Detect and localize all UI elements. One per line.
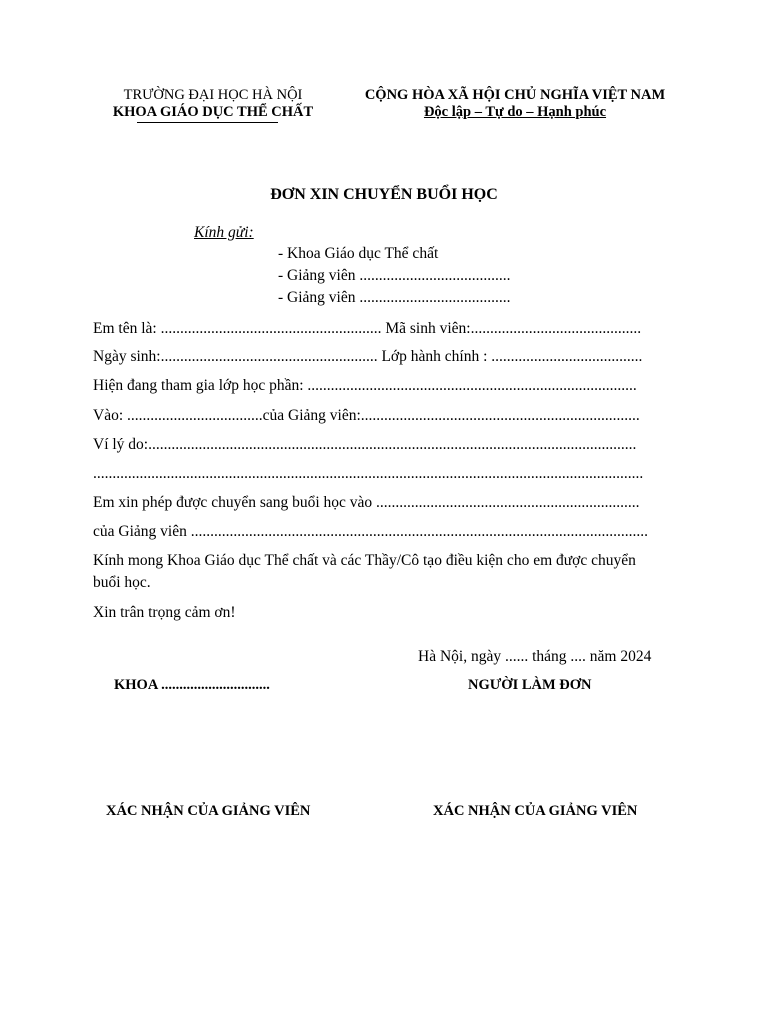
university-name: TRƯỜNG ĐẠI HỌC HÀ NỘI bbox=[123, 87, 303, 103]
field-transfer: Em xin phép được chuyển sang buổi học vào .................................................................... bbox=[93, 494, 640, 511]
national-motto: Độc lập – Tự do – Hạnh phúc bbox=[423, 104, 607, 120]
university-header bbox=[98, 87, 328, 121]
field-dob: Ngày sinh:........................................................ Lớp hành chính : ....................................... bbox=[93, 348, 643, 365]
recipient-item: - Giảng viên ....................................... bbox=[278, 267, 511, 284]
date-line: Hà Nội, ngày ...... tháng .... năm 2024 bbox=[418, 648, 652, 665]
document-title: ĐƠN XIN CHUYỂN BUỔI HỌC bbox=[270, 186, 498, 203]
recipient-item: - Khoa Giáo dục Thể chất bbox=[278, 245, 439, 262]
field-reason-continued: .............................................................................................................................................. bbox=[93, 465, 644, 482]
thanks-text: Xin trân trọng cảm ơn! bbox=[93, 604, 236, 621]
field-course: Hiện đang tham gia lớp học phần: ..................................................................................... bbox=[93, 377, 637, 394]
faculty-signature-label: KHOA .............................. bbox=[114, 677, 270, 693]
national-header bbox=[345, 87, 685, 121]
field-name: Em tên là: ......................................................... Mã sinh viên:............................................ bbox=[93, 320, 642, 337]
faculty-name: KHOA GIÁO DỤC THỂ CHẤT bbox=[112, 104, 314, 120]
lecturer-confirm-left: XÁC NHẬN CỦA GIẢNG VIÊN bbox=[106, 803, 311, 819]
request-text: Kính mong Khoa Giáo dục Thể chất và các Thầy/Cô tạo điều kiện cho em được chuyển bbox=[93, 552, 636, 569]
field-reason: Ví lý do:.............................................................................................................................. bbox=[93, 436, 637, 453]
applicant-signature-label: NGƯỜI LÀM ĐƠN bbox=[468, 677, 592, 693]
recipient-item: - Giảng viên ....................................... bbox=[278, 289, 511, 306]
header-divider bbox=[137, 122, 278, 123]
field-schedule: Vào: ...................................của Giảng viên:........................................................................ bbox=[93, 407, 640, 424]
lecturer-confirm-right: XÁC NHẬN CỦA GIẢNG VIÊN bbox=[433, 803, 638, 819]
greeting: Kính gửi: bbox=[194, 224, 254, 241]
national-motto-title: CỘNG HÒA XÃ HỘI CHỦ NGHĨA VIỆT NAM bbox=[364, 87, 666, 103]
request-text-continued: buổi học. bbox=[93, 574, 151, 591]
field-lecturer: của Giảng viên ...................................................................................................................... bbox=[93, 523, 648, 540]
